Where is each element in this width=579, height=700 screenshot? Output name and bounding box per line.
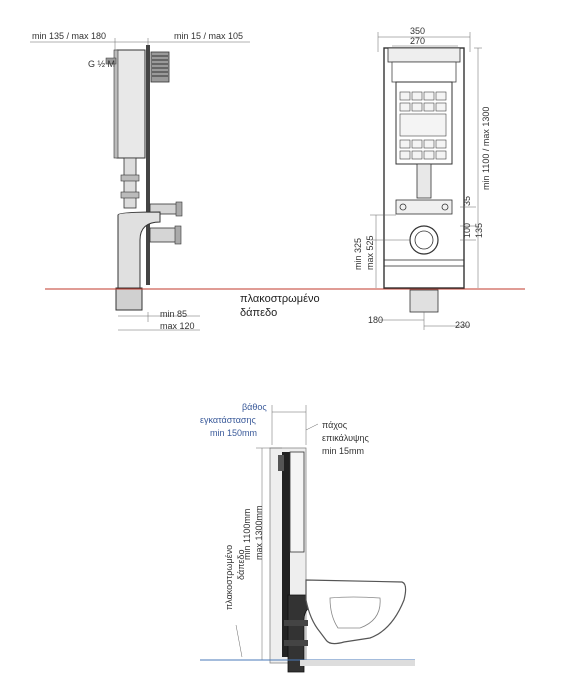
front-view (353, 26, 491, 330)
depth-label-line1: βάθος (242, 402, 267, 412)
bottom-right-dim-label: 230 (455, 320, 471, 330)
dim-135-label: 135 (474, 222, 484, 238)
width-inner-label: 270 (410, 36, 426, 46)
bottom-left-dim-label: 180 (368, 315, 384, 325)
floor-max-label: max 120 (160, 321, 195, 331)
depth-range-label: min 135 / max 180 (32, 31, 107, 41)
outlet-min-label: min 325 (353, 237, 363, 270)
cover-label-line1: πάχος (322, 420, 348, 430)
height-max-label: max 1300mm (254, 505, 264, 560)
install-floor-label-line2: δάπεδο (236, 549, 246, 580)
dim-35-label: 35 (462, 195, 472, 206)
install-view (200, 402, 415, 672)
width-outer-label: 350 (410, 26, 426, 36)
thread-size-label: G ½ M (88, 59, 116, 69)
floor-label-line1: πλακοστρωμένο (240, 293, 320, 305)
depth-label-line3: min 150mm (210, 428, 258, 438)
outlet-max-label: max 525 (365, 235, 375, 270)
floor-label-line2: δάπεδο (240, 307, 278, 319)
floor-min-label: min 85 (160, 309, 188, 319)
frame-height-label: min 1100 / max 1300 (481, 106, 491, 190)
cover-label-line3: min 15mm (322, 446, 365, 456)
cover-range-label: min 15 / max 105 (174, 31, 244, 41)
height-min-label: min 1100mm (242, 508, 252, 560)
cover-label-line2: επικάλυψης (322, 433, 369, 443)
install-floor-label-line1: πλακοστρωμένο (224, 544, 234, 610)
dim-100-label: 100 (462, 222, 472, 238)
side-view (30, 31, 250, 331)
depth-label-line2: εγκατάστασης (200, 415, 256, 425)
